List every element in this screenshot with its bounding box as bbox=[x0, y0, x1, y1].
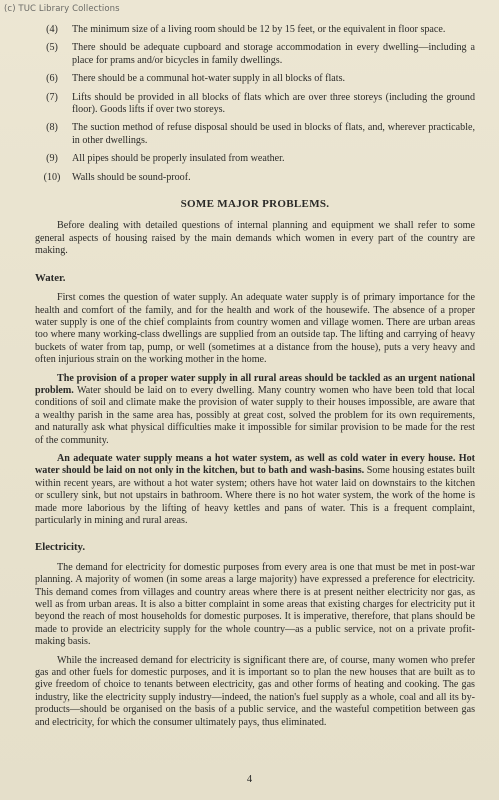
water-heading: Water. bbox=[35, 271, 66, 284]
intro-paragraph: Before dealing with detailed questions of internal planning and equipment we shall refer to some general aspects of housing raised by the main demands which women in every part of the country are making. bbox=[35, 220, 475, 257]
water-paragraph-2-emphasis: The provision of a proper water supply in all rural areas should be tackled as an urgent national problem. bbox=[35, 372, 475, 396]
list-item-number: (4) bbox=[46, 24, 58, 35]
list-item-number: (10) bbox=[43, 171, 61, 183]
list-item bbox=[35, 172, 475, 184]
list-item bbox=[35, 92, 475, 117]
list-item-text: Walls should be sound-proof. bbox=[72, 171, 191, 183]
section-title: SOME MAJOR PROBLEMS. bbox=[180, 198, 330, 211]
page-content bbox=[35, 24, 475, 735]
list-item-number: (9) bbox=[46, 153, 58, 165]
watermark: (c) TUC Library Collections bbox=[4, 4, 120, 14]
list-item-number: (6) bbox=[46, 73, 58, 85]
water-paragraph-3-text: Some housing estates built within recent years, are without a hot water system; others have hot water laid on downstairs to the kitchen or scullery sink, but not upstairs in bathroom. Where there is no hot water system, the work of the home is made more laborious by the lifting of heavy kettles and pans of water. This is a frequent complaint, particularly in mining and rural areas. bbox=[35, 465, 476, 526]
list-item-text: Lifts should be provided in all blocks of flats which are over three storeys (including the ground floor). Goods lifts if over two storeys. bbox=[72, 91, 475, 116]
list-item bbox=[35, 153, 475, 165]
water-paragraph-3-emphasis: An adequate water supply means a hot water system, as well as cold water in every house. Hot water should be laid on not only in the kitchen, but to bath and wash-basins. bbox=[35, 452, 475, 477]
electricity-paragraph-2: While the increased demand for electricity is significant there are, of course, many women who prefer gas and other fuels for domestic purposes, and it is important so to plan the new houses that are built as to give freedom of choice to tenants between electricity, gas and other forms of heating and cooking. The gas industry, like the electricity supply industry—indeed, the nation's fuel supply as a whole, coal and all its by-products—should be organised on the basis of a public service, and the wasteful competition between gas and electricity, for which the consumer ultimately pays, thus eliminated. bbox=[35, 654, 475, 728]
list-item-number: (7) bbox=[46, 91, 58, 103]
requirements-list bbox=[35, 24, 475, 184]
list-item-number: (5) bbox=[46, 42, 58, 54]
electricity-paragraph-1: The demand for electricity for domestic purposes from every area is one that must be met in post-war planning. A majority of women (in some areas a large majority) have expressed a preference for electricity. This demand comes from villages and country areas where there is at present neither electricity nor gas, as well as from urban areas. It is also a bitter complaint in some areas that existing charges for electricity put it beyond the reach of most households for domestic purposes. It is imperative, therefore, that plans should be made to provide an electricity supply for the whole country—as a public service, not on a private profit-making basis. bbox=[35, 561, 475, 648]
water-paragraph-1: First comes the question of water supply. An adequate water supply is of primary importance for the health and comfort of the family, and for the health and work of the housewife. The absence of a proper water supply is one of the chief complaints from country women and village women. There are urban areas too where many working-class dwellings are supplied from an outside tap. The lifting and carrying of heavy buckets of water from tap, pump, or well (sometimes at a distance from the house), puts a very heavy and often injurious strain on the working mother in the home. bbox=[35, 292, 475, 366]
list-item-text: The minimum size of a living room should be 12 by 15 feet, or the equivalent in floor space. bbox=[72, 24, 446, 35]
list-item-number: (8) bbox=[46, 122, 58, 134]
list-item-text: There should be a communal hot-water supply in all blocks of flats. bbox=[72, 73, 346, 85]
list-item bbox=[35, 73, 475, 85]
water-paragraph-3 bbox=[35, 453, 475, 527]
list-item-text: The suction method of refuse disposal should be used in blocks of flats, and, wherever practicable, in other dwellings. bbox=[72, 122, 475, 146]
water-paragraph-2 bbox=[35, 373, 475, 447]
water-paragraph-2-text: Water should be laid on to every dwelling. Many country women who have been told that local conditions of soil and climate make the provision of water supply to their houses impossible, are aware that a wealthy parish in the same area has, possibly at great cost, solved the problem for its own requirements, and naturally ask what physical difficulties make it impossible for similar provision to be made for the rest of the community. bbox=[35, 384, 475, 446]
list-item bbox=[35, 42, 475, 67]
list-item-text: There should be adequate cupboard and storage accommodation in every dwelling—including a place for prams and/or bicycles in family dwellings. bbox=[72, 42, 475, 66]
list-item-text: All pipes should be properly insulated from weather. bbox=[72, 153, 285, 165]
electricity-heading: Electricity. bbox=[35, 541, 86, 554]
list-item bbox=[35, 24, 475, 36]
list-item bbox=[35, 122, 475, 147]
page-number: 4 bbox=[246, 774, 253, 785]
